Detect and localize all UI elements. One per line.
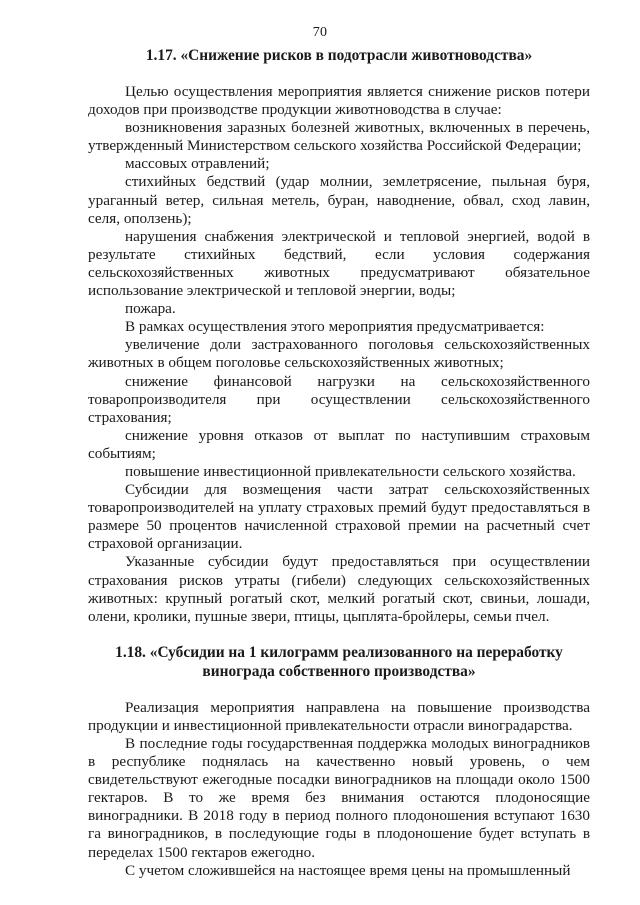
document-body — [88, 46, 590, 880]
paragraph: нарушения снабжения электрической и тепловой энергией, водой в результате стихийных бедствий, если условия содержания сельскохозяйственных животных предусматривают обязательное использование электрической и тепловой энергии, воды; — [88, 227, 590, 300]
paragraph: снижение уровня отказов от выплат по наступившим страховым событиям; — [88, 426, 590, 462]
section-heading-1-18 — [88, 643, 590, 681]
section-heading-line: винограда собственного производства» — [202, 662, 476, 680]
paragraph: В последние годы государственная поддержка молодых виноградников в республике поднялась на качественно новый уровень, о чем свидетельствуют ежегодные посадки виноградников на площади около 1500 гектаров. В то же время без внимания остаются плодоносящие виноградники. В 2018 году в период полного плодоношения вступают 1630 га виноградников, в последующие годы в плодоношение будет вступать в переделах 1500 гектаров ежегодно. — [88, 735, 590, 861]
paragraph: Реализация мероприятия направлена на повышение производства продукции и инвестиционной привлекательности отрасли виноградарства. — [88, 698, 590, 734]
section-1-18-text — [88, 699, 590, 880]
paragraph: возникновения заразных болезней животных, включенных в перечень, утвержденный Министерством сельского хозяйства Российской Федерации; — [88, 119, 590, 155]
paragraph: повышение инвестиционной привлекательности сельского хозяйства. — [125, 462, 576, 480]
paragraph: массовых отравлений; — [125, 155, 270, 173]
section-1-17-text — [88, 83, 590, 626]
paragraph: Субсидии для возмещения части затрат сельскохозяйственных товаропроизводителей на уплату страховых премий будут предоставляться в размере 50 процентов начисленной страховой премии на расчетный счет страховой организации. — [88, 481, 590, 553]
paragraph: С учетом сложившейся на настоящее время цены на промышленный — [125, 861, 571, 879]
section-heading-line: 1.18. «Субсидии на 1 килограмм реализованного на переработку — [115, 643, 563, 661]
page-number: 70 — [312, 25, 328, 40]
paragraph: Целью осуществления мероприятия является снижение рисков потери доходов при производстве продукции животноводства в случае: — [88, 83, 590, 119]
section-heading-1-17: 1.17. «Снижение рисков в подотрасли животноводства» — [145, 47, 533, 64]
paragraph: В рамках осуществления этого мероприятия предусматривается: — [125, 318, 545, 336]
paragraph: пожара. — [125, 300, 176, 318]
paragraph: Указанные субсидии будут предоставляться при осуществлении страхования рисков утраты (гибели) следующих сельскохозяйственных животных: крупный рогатый скот, мелкий рогатый скот, свиньи, лошади, олени, кролики, пушные звери, птицы, цыплята-бройлеры, семьи пчел. — [88, 553, 590, 625]
paragraph: стихийных бедствий (удар молнии, землетрясение, пыльная буря, ураганный ветер, сильная метель, буран, наводнение, обвал, сход лавин, селя, оползень); — [88, 173, 590, 227]
paragraph: снижение финансовой нагрузки на сельскохозяйственного товаропроизводителя при осуществлении сельскохозяйственного страхования; — [88, 372, 590, 426]
paragraph: увеличение доли застрахованного поголовья сельскохозяйственных животных в общем поголовье сельскохозяйственных животных; — [88, 336, 590, 372]
